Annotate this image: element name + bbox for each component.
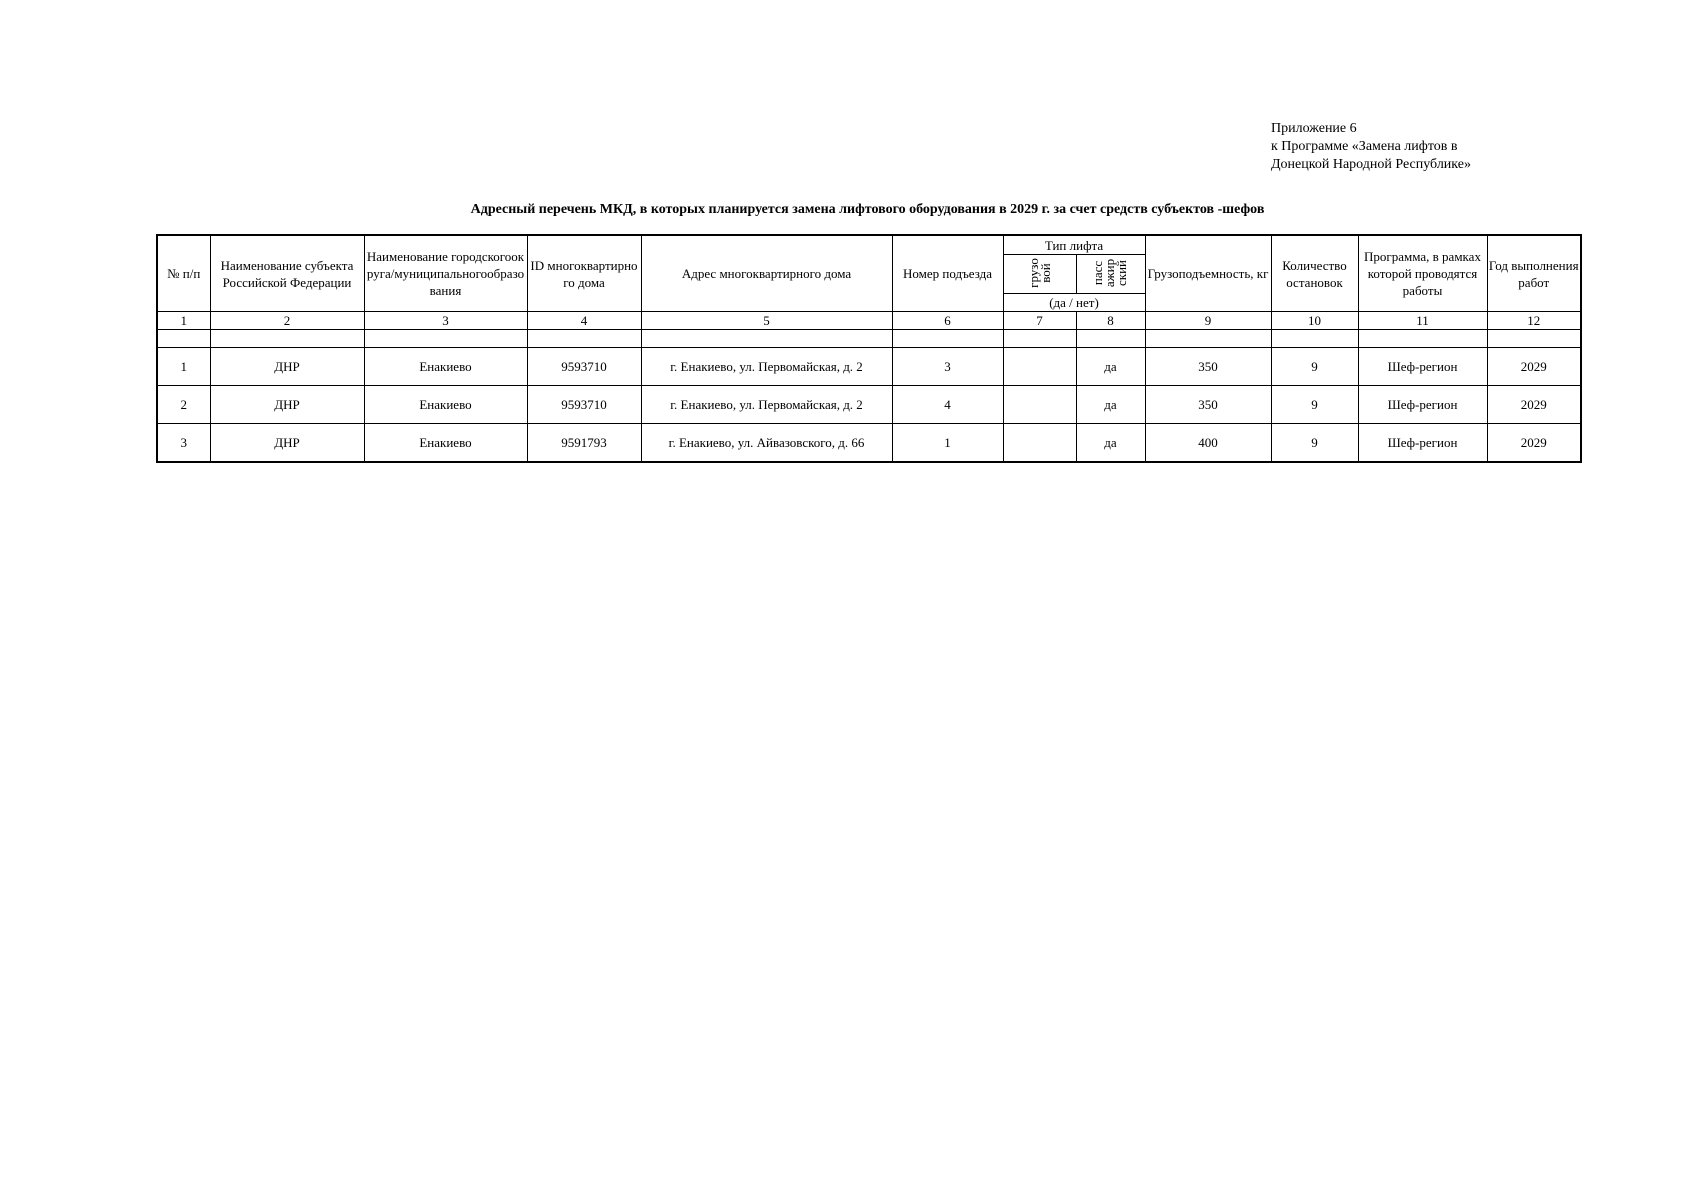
column-number: 2: [210, 312, 364, 330]
cell-subject: ДНР: [210, 424, 364, 463]
column-number: 9: [1145, 312, 1271, 330]
column-number-row: [157, 312, 1581, 330]
cell-subject: ДНР: [210, 348, 364, 386]
column-number: 3: [364, 312, 527, 330]
cell-building-id: 9593710: [527, 348, 641, 386]
cell-entrance: 1: [892, 424, 1003, 463]
cell-capacity: 350: [1145, 386, 1271, 424]
column-number: 8: [1076, 312, 1145, 330]
column-number: 6: [892, 312, 1003, 330]
cell-address: г. Енакиево, ул. Первомайская, д. 2: [641, 386, 892, 424]
cell-num: 3: [157, 424, 210, 463]
cell-cargo: [1003, 348, 1076, 386]
column-number: 4: [527, 312, 641, 330]
cell-entrance: 4: [892, 386, 1003, 424]
cell-building-id: 9593710: [527, 386, 641, 424]
cell-program: Шеф-регион: [1358, 386, 1487, 424]
cell-num: 2: [157, 386, 210, 424]
header-row: [157, 235, 1581, 255]
appendix-line-3: Донецкой Народной Республике»: [1271, 157, 1471, 172]
cell-cargo: [1003, 386, 1076, 424]
header-stops: Количество остановок: [1271, 235, 1358, 312]
empty-row: [157, 330, 1581, 348]
cell-program: Шеф-регион: [1358, 348, 1487, 386]
header-lift-type: Тип лифта: [1003, 235, 1145, 255]
elevator-address-table: [156, 234, 1582, 463]
cell-passenger: да: [1076, 348, 1145, 386]
header-passenger: пасс ажир ский: [1090, 258, 1130, 288]
header-entrance: Номер подъезда: [892, 235, 1003, 312]
cell-subject: ДНР: [210, 386, 364, 424]
header-program: Программа, в рамках которой проводятся работы: [1358, 235, 1487, 312]
cell-municipality: Енакиево: [364, 348, 527, 386]
header-cargo-cell: [1003, 255, 1076, 294]
column-number: 7: [1003, 312, 1076, 330]
cell-year: 2029: [1487, 348, 1581, 386]
header-yes-no: (да / нет): [1003, 294, 1145, 312]
cell-num: 1: [157, 348, 210, 386]
cell-passenger: да: [1076, 386, 1145, 424]
table-row: [157, 386, 1581, 424]
header-address: Адрес многоквартирного дома: [641, 235, 892, 312]
cell-year: 2029: [1487, 424, 1581, 463]
cell-stops: 9: [1271, 348, 1358, 386]
header-subject: Наименование субъекта Российской Федерации: [210, 235, 364, 312]
header-num: № п/п: [157, 235, 210, 312]
appendix-note: [1271, 120, 1471, 174]
header-capacity: Грузоподъемность, кг: [1145, 235, 1271, 312]
cell-address: г. Енакиево, ул. Первомайская, д. 2: [641, 348, 892, 386]
document-title: Адресный перечень МКД, в которых планируется замена лифтового оборудования в 2029 г. за счет средств субъектов -шефов: [470, 202, 1265, 217]
table-row: [157, 348, 1581, 386]
cell-stops: 9: [1271, 424, 1358, 463]
header-year: Год выполнения работ: [1487, 235, 1581, 312]
cell-passenger: да: [1076, 424, 1145, 463]
cell-cargo: [1003, 424, 1076, 463]
table-row: [157, 424, 1581, 463]
cell-stops: 9: [1271, 386, 1358, 424]
cell-building-id: 9591793: [527, 424, 641, 463]
appendix-line-1: Приложение 6: [1271, 121, 1357, 136]
header-municipality: Наименование городскогоокруга/муниципальногообразования: [364, 235, 527, 312]
cell-municipality: Енакиево: [364, 424, 527, 463]
cell-program: Шеф-регион: [1358, 424, 1487, 463]
header-passenger-cell: [1076, 255, 1145, 294]
column-number: 11: [1358, 312, 1487, 330]
cell-capacity: 400: [1145, 424, 1271, 463]
column-number: 5: [641, 312, 892, 330]
cell-address: г. Енакиево, ул. Айвазовского, д. 66: [641, 424, 892, 463]
column-number: 10: [1271, 312, 1358, 330]
header-building-id: ID многоквартирного дома: [527, 235, 641, 312]
column-number: 1: [157, 312, 210, 330]
cell-capacity: 350: [1145, 348, 1271, 386]
column-number: 12: [1487, 312, 1581, 330]
cell-municipality: Енакиево: [364, 386, 527, 424]
header-cargo: грузо вой: [1025, 258, 1053, 288]
cell-entrance: 3: [892, 348, 1003, 386]
appendix-line-2: к Программе «Замена лифтов в: [1271, 139, 1458, 154]
cell-year: 2029: [1487, 386, 1581, 424]
